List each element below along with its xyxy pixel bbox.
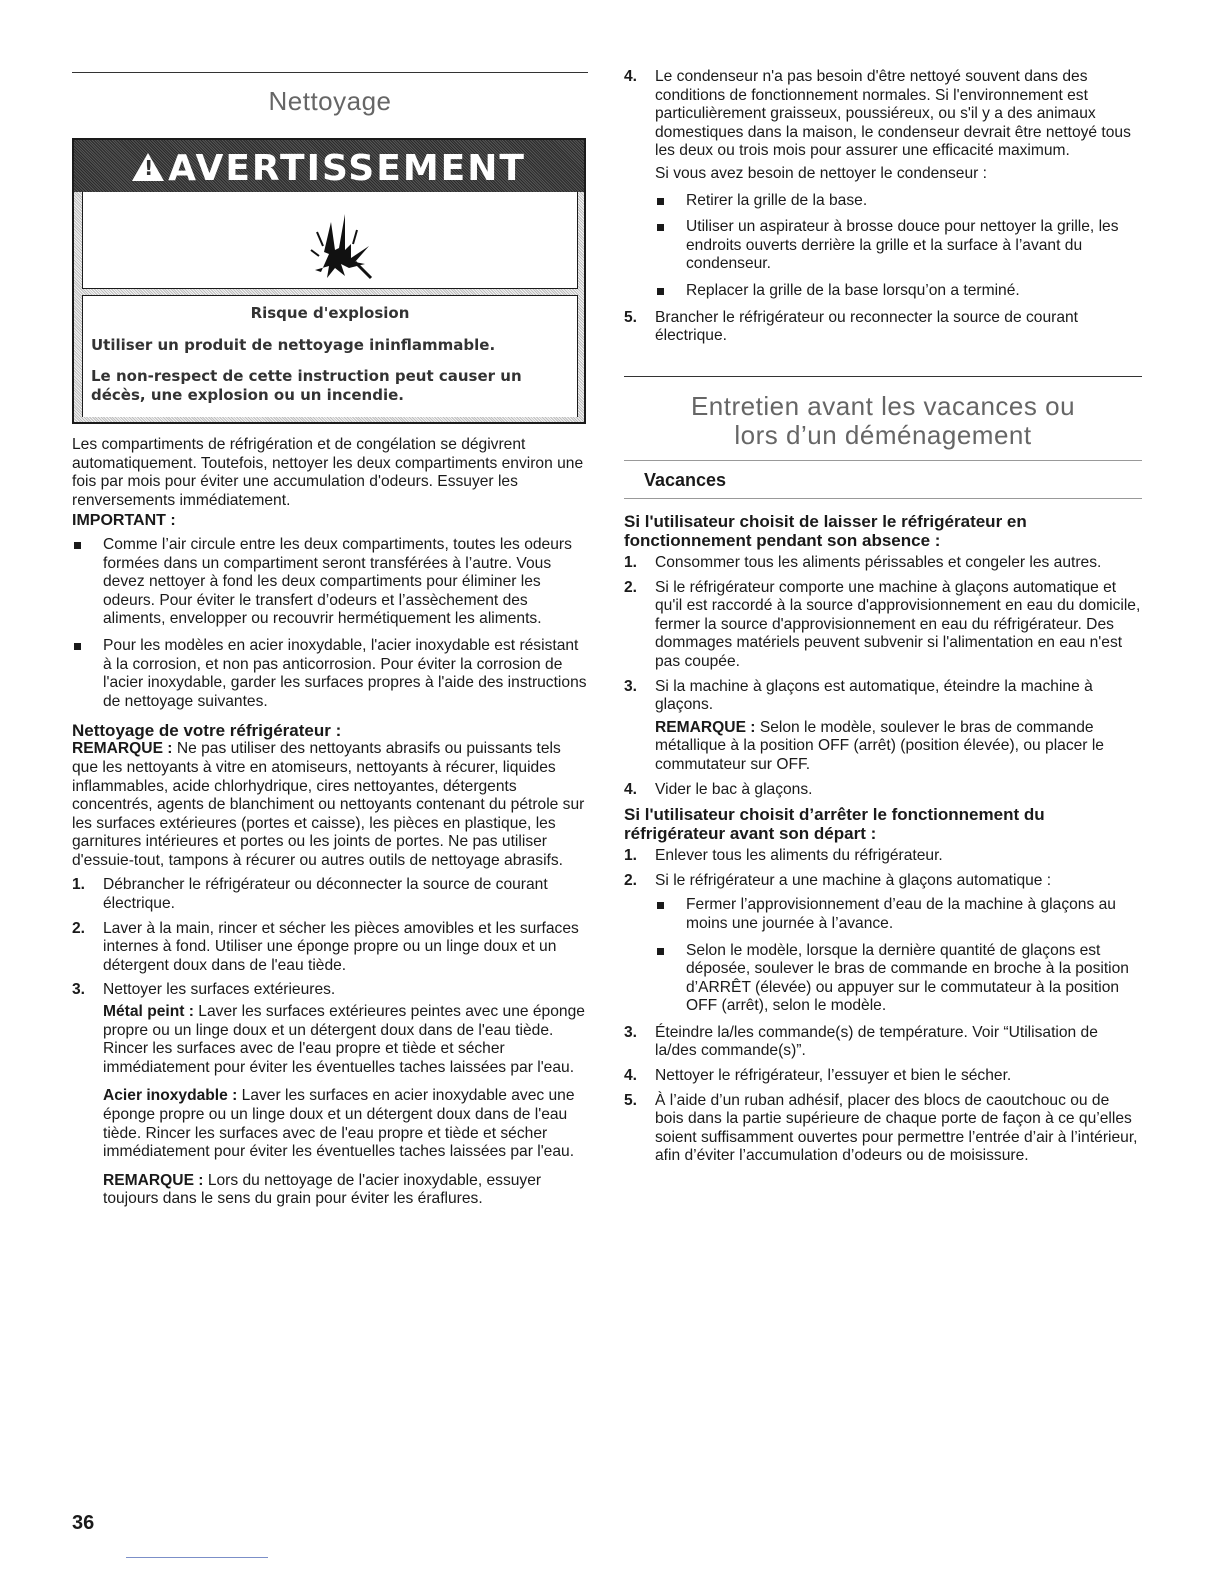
list-item: 3. Nettoyer les surfaces extérieures. <box>72 981 336 999</box>
section-title: Nettoyage <box>268 86 392 116</box>
subsection-rule-bottom <box>624 498 1142 499</box>
section-rule <box>624 376 1142 377</box>
inox-label: Acier inoxydable : <box>103 1087 238 1105</box>
list-item: Retirer la grille de la base. <box>655 192 1142 211</box>
list-item: Fermer l’approvisionnement d’eau de la machine à glaçons au moins une journée à l’avance. <box>655 896 1142 933</box>
list-item: 1. Consommer tous les aliments périssables et congeler les autres. <box>624 554 1102 571</box>
warning-line-2: Le non-respect de cette instruction peut causer un décès, une explosion ou un incendie. <box>91 367 522 404</box>
metal-paragraph: Métal peint : Laver les surfaces extérieures peintes avec une éponge propre ou un linge doux et un détergent doux dans de l'eau tiède. Rincer les surfaces avec de l'eau propre et tiède et sécher immédiatement pour éviter les éventuelles taches laissées par l'eau. <box>103 1003 585 1076</box>
list-item: Pour les modèles en acier inoxydable, l'acier inoxydable est résistant à la corrosion, et non pas anticorrosion. Pour éviter la corrosion de l'acier inoxydable, garder les surfaces propres à l'aide des instructions de nettoyage suivantes. <box>72 637 588 711</box>
sub-list <box>624 896 1142 1016</box>
right-body <box>624 512 1142 1172</box>
list-item: Selon le modèle, lorsque la dernière quantité de glaçons est déposée, soulever le bras de commande en broche à la position d’ARRÊT (élevée) ou appuyer sur le commutateur à la position OFF (arrêt), selon le modèle. <box>655 942 1142 1016</box>
inox-paragraph: Acier inoxydable : Laver les surfaces en acier inoxydable avec une éponge propre ou un linge doux et un détergent doux dans de l'eau tiède. Rincer les surfaces avec de l'eau propre et tiède et sécher immédiatement pour éviter les éventuelles taches laissées par l'eau. <box>103 1087 575 1161</box>
section-title-2: Entretien avant les vacances ou lors d’un déménagement <box>690 391 1076 450</box>
list-item: Comme l’air circule entre les deux compartiments, toutes les odeurs formées dans un compartiment seront transférées à l’autre. Vous devez nettoyer à fond les deux compartiments pour éliminer les odeurs. Pour éviter le transfert d’odeurs et l’assèchement des aliments, envelopper ou recouvrir hermétiquement les aliments. <box>72 536 588 629</box>
footer-line <box>126 1557 268 1558</box>
list-item: 4. Nettoyer le réfrigérateur, l’essuyer et bien le sécher. <box>624 1067 1012 1085</box>
remarque-label: REMARQUE : <box>72 740 173 758</box>
list-item: Utiliser un aspirateur à brosse douce pour nettoyer la grille, les endroits ouverts derrière la grille et la surface à l’avant du condenseur. <box>655 218 1142 274</box>
page-number: 36 <box>72 1512 95 1534</box>
section-rule <box>72 72 588 73</box>
cleaning-heading: Nettoyage de votre réfrigérateur : <box>72 721 342 741</box>
condenser-list <box>624 192 1142 301</box>
explosion-icon <box>83 192 577 286</box>
list-item: 3. Si la machine à glaçons est automatique, éteindre la machine à glaçons. <box>624 677 1093 714</box>
remarque-label: REMARQUE : <box>655 718 756 736</box>
list-item: 5. À l’aide d’un ruban adhésif, placer des blocs de caoutchouc ou de bois dans la partie supérieure de chaque porte de façon à ce qu’elles soient suffisamment ouvertes pour permettre l’entrée d’air à l’intérieur, afin d’éviter l’accumulation d’odeurs ou de moisissure. <box>624 1091 1138 1165</box>
heading-a: Si l'utilisateur choisit de laisser le réfrigérateur en fonctionnement pendant son absence : <box>624 512 1027 550</box>
remarque-paragraph: REMARQUE : Selon le modèle, soulever le bras de commande métallique à la position OFF (arrêt) (position élevée), ou placer le commutateur sur OFF. <box>655 718 1104 773</box>
warning-title: !AVERTISSEMENT <box>74 148 584 189</box>
intro-paragraph: Les compartiments de réfrigération et de congélation se dégivrent automatiquement. Toutefois, nettoyer les deux compartiments environ une fois par mois pour éviter une accumulation d'odeurs. Essuyer les renversements immédiatement. <box>72 436 584 509</box>
subsection-rule-top <box>624 460 1142 461</box>
remarque-text: Ne pas utiliser des nettoyants abrasifs ou puissants tels que les nettoyants à vitre en atomiseurs, nettoyants à récurer, liquides inflammables, acide chlorhydrique, cires nettoyantes, détergents concentrés, agents de blanchiment ou nettoyants contenant du pétrole sur les surfaces extérieures (portes et caisse), les pièces en plastique, les garnitures intérieures et portes ou les joints de portes. Ne pas utiliser d'essuie-tout, tampons à récurer ou autres outils de nettoyage abrasifs. <box>72 740 585 869</box>
list-item: 2. Si le réfrigérateur comporte une machine à glaçons automatique et qu'il est raccordé à la source d'approvisionnement en eau du domicile, fermer la source d'approvisionnement en eau du réfrigérateur. Des dommages matériels peuvent subvenir si l'alimentation en eau n'est pas coupée. <box>624 578 1141 670</box>
list-item: 1. Débrancher le réfrigérateur ou déconnecter la source de courant électrique. <box>72 876 548 913</box>
right-top <box>624 68 1142 352</box>
warning-box <box>72 138 586 424</box>
remarque2-paragraph: REMARQUE : Lors du nettoyage de l'acier inoxydable, essuyer toujours dans le sens du grain pour éviter les éraflures. <box>103 1171 542 1208</box>
heading-b: Si l'utilisateur choisit d’arrêter le fonctionnement du réfrigérateur avant son départ : <box>624 805 1045 844</box>
left-body <box>72 436 588 1209</box>
warning-triangle-icon <box>132 153 164 181</box>
remarque2-label: REMARQUE : <box>103 1171 204 1189</box>
warning-text-panel <box>82 295 578 417</box>
remarque-paragraph <box>72 740 588 870</box>
list-item: 5. Brancher le réfrigérateur ou reconnecter la source de courant électrique. <box>624 308 1078 345</box>
warning-line-1: Utiliser un produit de nettoyage ininflammable. <box>91 336 496 354</box>
subsection-title: Vacances <box>644 470 727 490</box>
metal-label: Métal peint : <box>103 1003 194 1021</box>
list-item: 3. Éteindre la/les commande(s) de température. Voir “Utilisation de la/des commande(s)”. <box>624 1023 1098 1060</box>
list-item: 2. Laver à la main, rincer et sécher les pièces amovibles et les surfaces internes à fond. Utiliser une éponge propre ou un linge doux et un détergent doux dans de l'eau tiède. <box>72 919 579 974</box>
warning-risk: Risque d'explosion <box>250 304 410 322</box>
list-item: 4. Le condenseur n'a pas besoin d'être nettoyé souvent dans des conditions de fonctionnement normales. Si l'environnement est particulièrement graisseux, poussiéreux, ou s'il y a des animaux domestiques dans la maison, le condenseur devrait être nettoyé tous les deux ou trois mois pour assurer une efficacité maximum. <box>624 68 1131 160</box>
list-item: 2. Si le réfrigérateur a une machine à glaçons automatique : <box>624 871 1052 889</box>
list-item: Replacer la grille de la base lorsqu’on a terminé. <box>655 282 1142 301</box>
list-item: 4. Vider le bac à glaçons. <box>624 780 813 798</box>
condenser-intro: Si vous avez besoin de nettoyer le condenseur : <box>655 164 988 182</box>
list-item: 1. Enlever tous les aliments du réfrigérateur. <box>624 847 943 865</box>
important-label: IMPORTANT : <box>72 512 176 530</box>
warning-icon-panel <box>82 192 578 289</box>
